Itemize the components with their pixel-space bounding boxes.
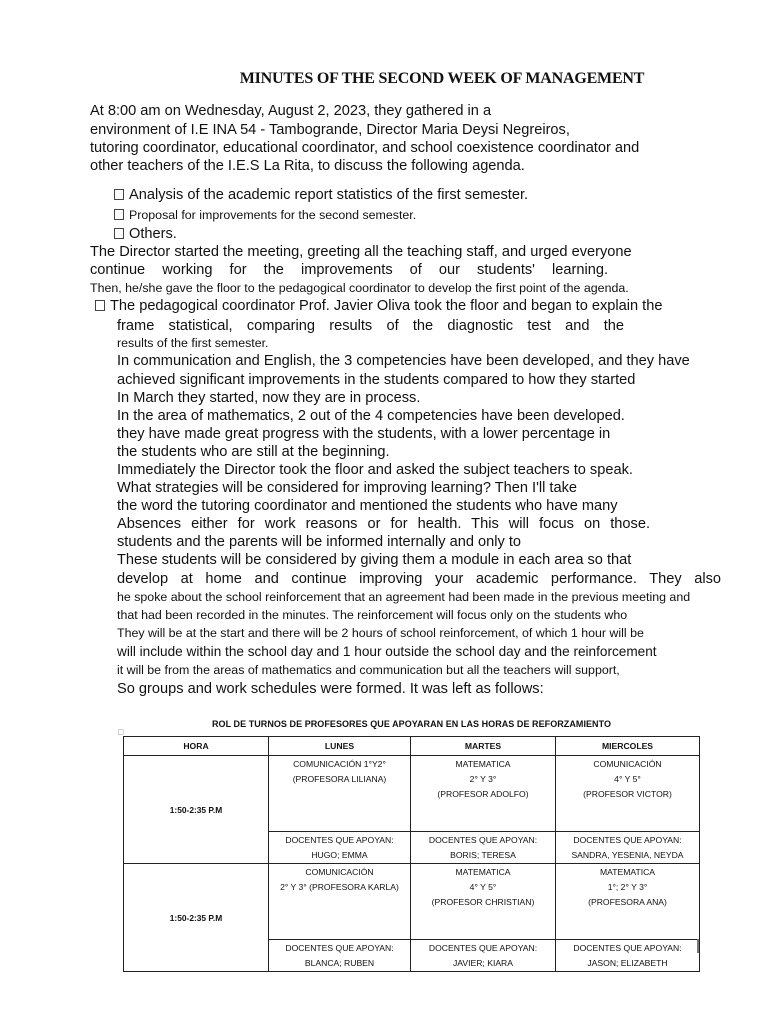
column-header: MARTES (411, 737, 556, 756)
hora-cell: 1:50-2:35 P.M (124, 756, 269, 864)
column-header: MIERCOLES (556, 737, 700, 756)
body-line: In communication and English, the 3 competencies have been developed, and they have (117, 353, 690, 369)
support-cell: DOCENTES QUE APOYAN: SANDRA, YESENIA, NEYDA (556, 832, 700, 864)
table-row (124, 864, 700, 940)
hora-cell: 1:50-2:35 P.M (124, 864, 269, 972)
subject-cell: COMUNICACIÓN 1°Y2° (PROFESORA LILIANA) (269, 756, 411, 832)
support-cell: DOCENTES QUE APOYAN: HUGO; EMMA (269, 832, 411, 864)
body-line: Then, he/she gave the floor to the pedagogical coordinator to develop the first point of the agenda. (90, 281, 629, 295)
subject-cell: COMUNICACIÓN 4° Y 5° (PROFESOR VICTOR) (556, 756, 700, 832)
body-line: they have made great progress with the students, with a lower percentage in (117, 426, 611, 442)
body-line: will include within the school day and 1 hour outside the school day and the reinforcement (117, 644, 657, 659)
body-line: What strategies will be considered for improving learning? Then I'll take (117, 480, 578, 496)
bullet-box-icon (95, 300, 105, 311)
body-line: frame statistical, comparing results of the diagnostic test and the (117, 318, 624, 334)
bullet-box-icon (114, 189, 124, 200)
agenda-item-text: Proposal for improvements for the second semester. (129, 208, 417, 222)
bullet-box-icon (114, 228, 124, 239)
body-line: Immediately the Director took the floor and asked the subject teachers to speak. (117, 462, 633, 478)
intro-line-1: At 8:00 am on Wednesday, August 2, 2023, they gathered in a (90, 103, 492, 119)
support-cell: DOCENTES QUE APOYAN: JAVIER; KIARA (411, 940, 556, 972)
body-line: In the area of mathematics, 2 out of the 4 competencies have been developed. (117, 408, 625, 424)
body-line: that had been recorded in the minutes. The reinforcement will focus only on the students who (117, 608, 628, 622)
support-cell: DOCENTES QUE APOYAN: BLANCA; RUBEN (269, 940, 411, 972)
body-line: results of the first semester. (117, 336, 269, 350)
body-line: These students will be considered by giving them a module in each area so that (117, 552, 632, 568)
body-line: So groups and work schedules were formed. It was left as follows: (117, 681, 544, 697)
cursor-mark (697, 939, 699, 953)
support-cell: DOCENTES QUE APOYAN: JASON; ELIZABETH (556, 940, 700, 972)
intro-line-3: tutoring coordinator, educational coordinator, and school coexistence coordinator and (90, 140, 640, 156)
agenda-item (114, 225, 177, 243)
bullet-box-icon (114, 209, 124, 220)
intro-line-4: other teachers of the I.E.S La Rita, to discuss the following agenda. (90, 158, 525, 174)
point-item-text: The pedagogical coordinator Prof. Javier Oliva took the floor and began to explain the (110, 298, 663, 314)
subject-cell: COMUNICACIÓN 2° Y 3° (PROFESORA KARLA) (269, 864, 411, 940)
body-line: In March they started, now they are in process. (117, 390, 421, 406)
agenda-item-text: Others. (129, 226, 177, 242)
intro-line-2: environment of I.E INA 54 - Tambogrande, Director Maria Deysi Negreiros, (90, 122, 570, 138)
body-line: the students who are still at the beginning. (117, 444, 390, 460)
point-item (95, 297, 662, 315)
column-header: HORA (124, 737, 269, 756)
subject-cell: MATEMATICA 1°; 2° Y 3° (PROFESORA ANA) (556, 864, 700, 940)
body-line: it will be from the areas of mathematics and communication but all the teachers will support, (117, 663, 620, 677)
body-line: Absences either for work reasons or for health. This will focus on those. (117, 516, 650, 532)
body-line: The Director started the meeting, greeting all the teaching staff, and urged everyone (90, 244, 632, 260)
anchor-icon: □ (118, 727, 124, 737)
schedule-table (123, 736, 700, 972)
table-title: ROL DE TURNOS DE PROFESORES QUE APOYARAN EN LAS HORAS DE REFORZAMIENTO (212, 719, 612, 729)
agenda-item (114, 206, 416, 224)
page-title: MINUTES OF THE SECOND WEEK OF MANAGEMENT (239, 70, 645, 87)
table-header-row (124, 737, 700, 756)
body-line: he spoke about the school reinforcement that an agreement had been made in the previous meeting and (117, 590, 691, 604)
agenda-item-text: Analysis of the academic report statistics of the first semester. (129, 187, 529, 203)
support-cell: DOCENTES QUE APOYAN: BORIS; TERESA (411, 832, 556, 864)
column-header: LUNES (269, 737, 411, 756)
body-line: develop at home and continue improving your academic performance. They also (117, 571, 721, 587)
subject-cell: MATEMATICA 2° Y 3° (PROFESOR ADOLFO) (411, 756, 556, 832)
table-row (124, 756, 700, 832)
body-line: students and the parents will be informed internally and only to (117, 534, 522, 550)
subject-cell: MATEMATICA 4° Y 5° (PROFESOR CHRISTIAN) (411, 864, 556, 940)
agenda-item (114, 186, 528, 204)
body-line: achieved significant improvements in the students compared to how they started (117, 372, 636, 388)
body-line: They will be at the start and there will be 2 hours of school reinforcement, of which 1 hour will be (117, 626, 644, 640)
body-line: the word the tutoring coordinator and mentioned the students who have many (117, 498, 618, 514)
body-line: continue working for the improvements of our students' learning. (90, 262, 608, 278)
